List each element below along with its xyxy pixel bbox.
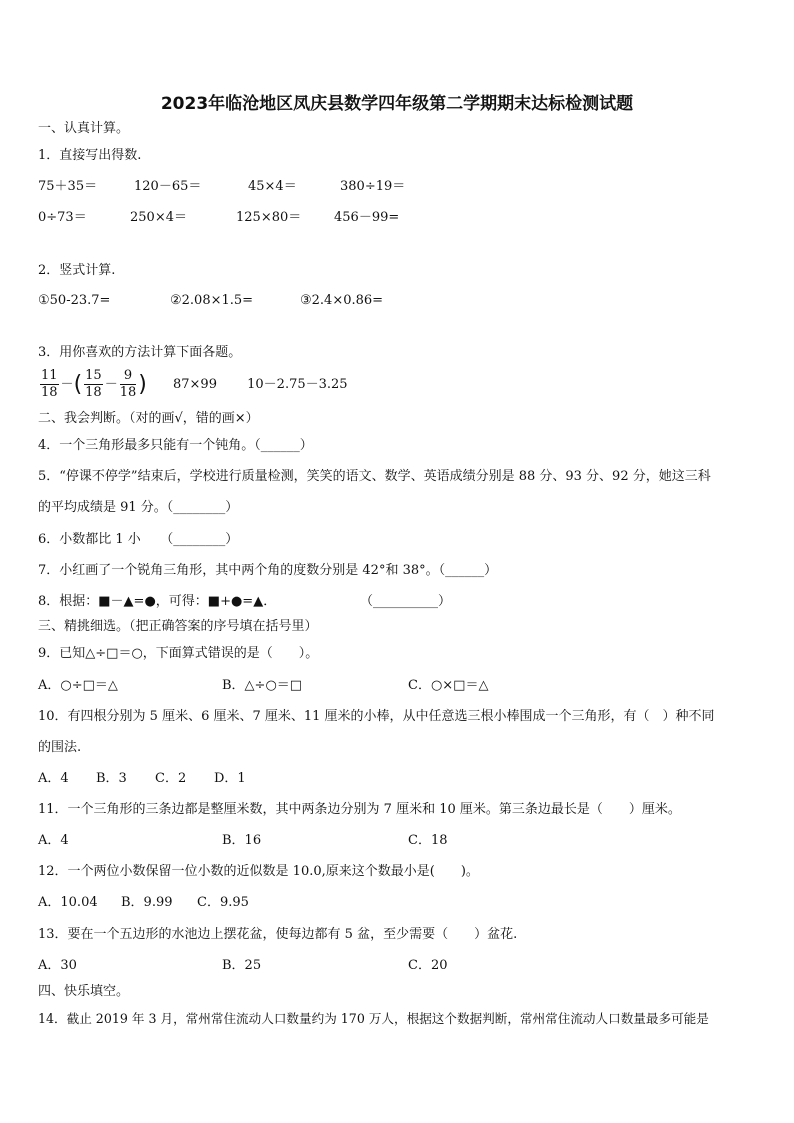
option: C．9.95 <box>197 895 249 910</box>
section-heading-calculation: 一、认真计算。 <box>38 121 130 136</box>
q1-item: 125×80＝ <box>236 210 302 225</box>
fraction: $\frac{15}{18}$ <box>85 368 102 400</box>
minus-sign: － <box>60 377 74 392</box>
option: B．25 <box>222 958 262 973</box>
question-9: 9．已知△÷□＝○，下面算式错误的是（ ）。 <box>38 646 319 661</box>
q1-item: 456－99= <box>334 210 400 225</box>
fraction: $\frac{9}{18}$ <box>119 368 137 400</box>
q1-item: 120－65＝ <box>134 179 202 194</box>
minus-sign: － <box>104 377 118 392</box>
q2-item: ②2.08×1.5= <box>170 293 254 308</box>
option: D．1 <box>214 771 246 786</box>
section-heading-fill: 四、快乐填空。 <box>38 984 130 999</box>
option: C．20 <box>408 958 448 973</box>
question-7: 7．小红画了一个锐角三角形，其中两个角的度数分别是 42°和 38°。（______） <box>38 563 498 578</box>
q1-item: 250×4＝ <box>130 210 187 225</box>
page-title: 2023年临沧地区凤庆县数学四年级第二学期期末达标检测试题 <box>160 94 634 114</box>
option: B．△÷○＝□ <box>222 678 303 693</box>
question-2: 2．竖式计算. <box>38 263 116 278</box>
q1-item: 0÷73＝ <box>38 210 87 225</box>
question-1: 1．直接写出得数. <box>38 148 142 163</box>
option: A．10.04 <box>38 895 98 910</box>
option: B．9.99 <box>121 895 173 910</box>
question-13: 13．要在一个五边形的水池边上摆花盆，使每边都有 5 盆，至少需要（ ）盆花. <box>38 927 518 942</box>
q1-item: 75＋35＝ <box>38 179 98 194</box>
fraction: $\frac{11}{18}$ <box>41 368 58 400</box>
question-14: 14．截止 2019 年 3 月，常州常住流动人口数量约为 170 万人，根据这个数据判断，常州常住流动人口数量最多可能是 <box>38 1011 709 1026</box>
question-8: 8．根据：■－▲=●，可得：■+●=▲． <box>38 594 277 609</box>
question-6: 6．小数都比 1 小 （________） <box>38 532 239 547</box>
option: C．2 <box>155 771 187 786</box>
option: B．16 <box>222 833 262 848</box>
section-heading-choice: 三、精挑细选。（把正确答案的序号填在括号里） <box>38 619 318 634</box>
q1-item: 380÷19＝ <box>340 179 406 194</box>
q2-item: ③2.4×0.86= <box>300 293 384 308</box>
option: B．3 <box>96 771 127 786</box>
open-paren: ( <box>73 372 83 397</box>
question-11: 11．一个三角形的三条边都是整厘米数，其中两条边分别为 7 厘米和 10 厘米。第三条边最长是（ ）厘米。 <box>38 802 681 817</box>
expression: 10－2.75－3.25 <box>247 377 348 392</box>
close-paren: ) <box>138 372 147 397</box>
q2-item: ①50-23.7= <box>38 293 111 308</box>
question-3: 3．用你喜欢的方法计算下面各题。 <box>38 345 242 360</box>
question-12: 12．一个两位小数保留一位小数的近似数是 10.0,原来这个数最小是( )。 <box>38 864 479 879</box>
question-4: 4．一个三角形最多只能有一个钝角。（______） <box>38 438 313 453</box>
option: C．○×□＝△ <box>408 678 489 693</box>
q3-formula <box>38 368 348 401</box>
question-5-line2: 的平均成绩是 91 分。（________） <box>38 500 239 515</box>
question-10-line2: 的围法. <box>38 740 82 755</box>
q1-item: 45×4＝ <box>248 179 297 194</box>
option: A．○÷□＝△ <box>38 678 118 693</box>
expression: 87×99 <box>173 377 217 392</box>
option: A．30 <box>38 958 77 973</box>
answer-blank: （__________） <box>360 594 452 609</box>
section-heading-judgement: 二、我会判断。（对的画√，错的画×） <box>38 411 259 426</box>
question-5-line1: 5．“停课不停学”结束后，学校进行质量检测，笑笑的语文、数学、英语成绩分别是 88 分、93 分、92 分，她这三科 <box>38 469 711 484</box>
option: A．4 <box>38 833 69 848</box>
option: C．18 <box>408 833 448 848</box>
question-10-line1: 10．有四根分别为 5 厘米、6 厘米、7 厘米、11 厘米的小棒，从中任意选三根小棒围成一个三角形，有（ ）种不同 <box>38 709 715 724</box>
option: A．4 <box>38 771 69 786</box>
